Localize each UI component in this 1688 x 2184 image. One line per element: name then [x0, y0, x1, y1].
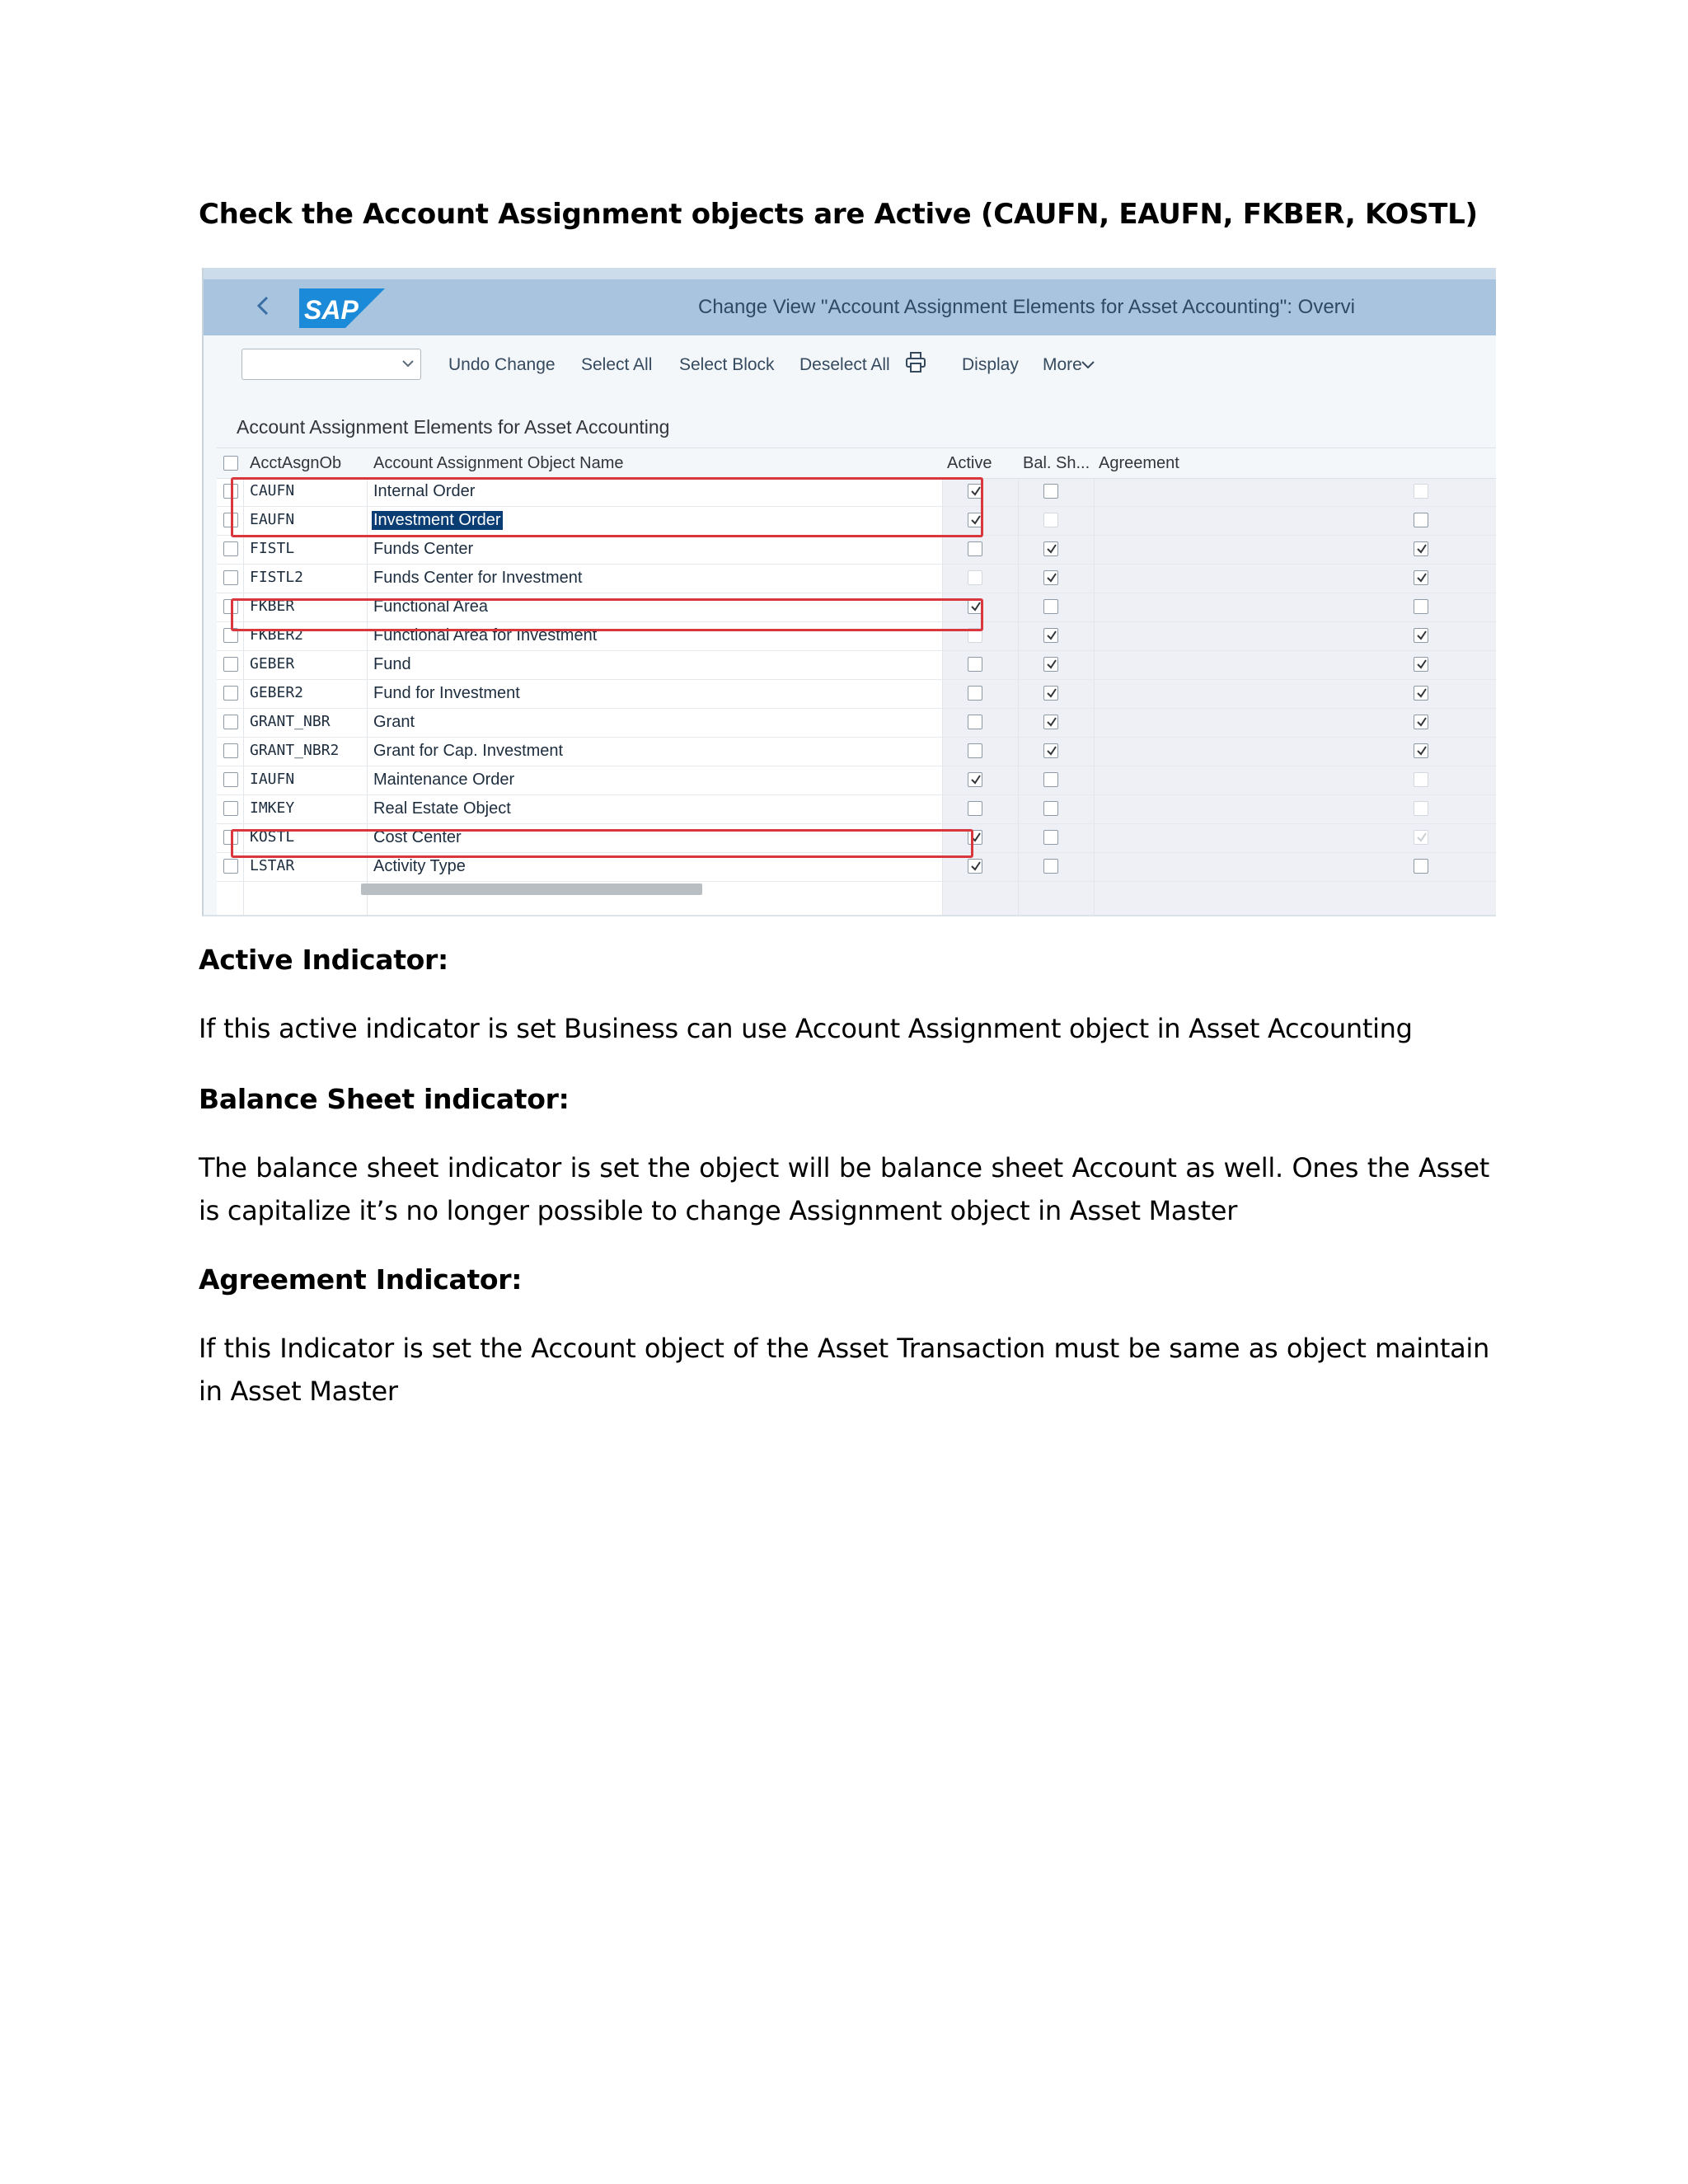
account-assignment-name[interactable]: Functional Area for Investment: [373, 626, 598, 644]
highlight-box-kostl: [231, 829, 973, 858]
balance-sheet-checkbox[interactable]: [1043, 513, 1058, 527]
account-assignment-name[interactable]: Functional Area: [373, 598, 488, 616]
checkmark-icon: [969, 773, 982, 786]
active-checkbox[interactable]: [968, 657, 982, 672]
application-toolbar: [204, 335, 1496, 398]
active-checkbox[interactable]: [968, 541, 982, 556]
account-assignment-code: GEBER: [250, 655, 295, 673]
row-select-checkbox[interactable]: [223, 686, 238, 701]
table-row[interactable]: [217, 679, 1496, 709]
balance-sheet-checkbox[interactable]: [1043, 743, 1058, 758]
account-assignment-code: KOSTL: [250, 828, 295, 846]
deselect-all-button[interactable]: Deselect All: [799, 355, 890, 374]
row-select-checkbox[interactable]: [223, 801, 238, 816]
sap-logo-icon: [299, 288, 385, 328]
account-assignment-name[interactable]: Cost Center: [373, 828, 462, 846]
agreement-checkbox[interactable]: [1414, 599, 1428, 614]
checkmark-icon: [969, 860, 982, 873]
agreement-checkbox[interactable]: [1414, 743, 1428, 758]
balance-sheet-checkbox[interactable]: [1043, 686, 1058, 701]
account-assignment-code: LSTAR: [250, 857, 295, 874]
more-button[interactable]: More: [1043, 355, 1082, 374]
row-select-checkbox[interactable]: [223, 772, 238, 787]
sap-logo-text: SAP: [304, 295, 359, 325]
document-heading: Check the Account Assignment objects are Active (CAUFN, EAUFN, FKBER, KOSTL): [199, 198, 1478, 231]
agreement-checkbox[interactable]: [1414, 830, 1428, 845]
account-assignment-name[interactable]: Fund for Investment: [373, 684, 520, 702]
checkmark-icon: [1045, 744, 1058, 757]
account-assignment-code: IMKEY: [250, 799, 295, 817]
table-row[interactable]: [217, 650, 1496, 680]
checkmark-icon: [1415, 744, 1428, 757]
highlight-box-caufn-eaufn: [231, 477, 983, 537]
table-row[interactable]: [217, 766, 1496, 795]
checkmark-icon: [1045, 658, 1058, 671]
checkmark-icon: [1415, 629, 1428, 642]
table-row[interactable]: [217, 708, 1496, 738]
column-header-code[interactable]: AcctAsgnOb: [250, 454, 342, 472]
agreement-checkbox[interactable]: [1414, 801, 1428, 816]
row-select-checkbox[interactable]: [223, 743, 238, 758]
select-all-button[interactable]: Select All: [581, 355, 653, 374]
account-assignment-code: IAUFN: [250, 771, 295, 788]
checkmark-icon: [1415, 715, 1428, 729]
account-assignment-name[interactable]: Funds Center for Investment: [373, 569, 583, 587]
balance-sheet-checkbox[interactable]: [1043, 541, 1058, 556]
chevron-down-icon: [1081, 360, 1095, 370]
account-assignment-code: FKBER: [250, 598, 295, 615]
row-select-checkbox[interactable]: [223, 570, 238, 585]
column-header-name[interactable]: Account Assignment Object Name: [373, 454, 624, 472]
checkmark-icon: [1415, 831, 1428, 844]
balance-sheet-checkbox[interactable]: [1043, 484, 1058, 499]
table-row[interactable]: [217, 737, 1496, 766]
agreement-checkbox[interactable]: [1414, 772, 1428, 787]
account-assignment-code: FISTL2: [250, 569, 304, 586]
account-assignment-name[interactable]: Investment Order: [373, 511, 501, 529]
agreement-indicator-text: If this Indicator is set the Account object of the Asset Transaction must be same as object maintain in Asset Master: [199, 1333, 1489, 1407]
back-arrow-icon[interactable]: [253, 291, 273, 321]
agreement-checkbox[interactable]: [1414, 686, 1428, 701]
checkmark-icon: [1045, 542, 1058, 555]
horizontal-scrollbar[interactable]: [361, 883, 702, 895]
window-title: Change View "Account Assignment Elements for Asset Accounting": Overvi: [698, 296, 1356, 318]
table-title: Account Assignment Elements for Asset Accounting: [237, 416, 670, 438]
account-assignment-code: GEBER2: [250, 684, 304, 701]
agreement-checkbox[interactable]: [1414, 513, 1428, 527]
sap-shell-header: [204, 279, 1496, 335]
agreement-checkbox[interactable]: [1414, 657, 1428, 672]
balance-sheet-indicator-title: Balance Sheet indicator:: [199, 1083, 570, 1115]
table-row[interactable]: [217, 535, 1496, 565]
checkmark-icon: [1045, 715, 1058, 729]
active-checkbox[interactable]: [968, 859, 982, 874]
variant-dropdown[interactable]: [241, 349, 421, 380]
account-assignment-name[interactable]: Grant: [373, 713, 415, 731]
chevron-down-icon: [401, 357, 415, 370]
account-assignment-name[interactable]: Maintenance Order: [373, 771, 515, 789]
balance-sheet-checkbox[interactable]: [1043, 715, 1058, 729]
checkmark-icon: [1415, 542, 1428, 555]
agreement-checkbox[interactable]: [1414, 484, 1428, 499]
active-checkbox[interactable]: [968, 715, 982, 729]
account-assignment-code: GRANT_NBR: [250, 713, 331, 730]
active-indicator-text: If this active indicator is set Business can use Account Assignment object in Asset Accounting: [199, 1013, 1413, 1044]
account-assignment-code: GRANT_NBR2: [250, 742, 340, 759]
row-select-checkbox[interactable]: [223, 541, 238, 556]
agreement-checkbox[interactable]: [1414, 541, 1428, 556]
checkmark-icon: [1045, 687, 1058, 700]
balance-sheet-checkbox[interactable]: [1043, 657, 1058, 672]
display-button[interactable]: Display: [962, 355, 1019, 374]
active-checkbox[interactable]: [968, 772, 982, 787]
row-select-checkbox[interactable]: [223, 859, 238, 874]
active-checkbox[interactable]: [968, 686, 982, 701]
column-header-balance-sheet[interactable]: Bal. Sh...: [1023, 454, 1090, 472]
printer-icon[interactable]: [905, 351, 926, 374]
active-checkbox[interactable]: [968, 801, 982, 816]
checkmark-icon: [1415, 658, 1428, 671]
highlight-box-fkber: [231, 598, 983, 631]
active-checkbox[interactable]: [968, 743, 982, 758]
account-assignment-name[interactable]: Grant for Cap. Investment: [373, 742, 564, 760]
column-header-agreement[interactable]: Agreement: [1099, 454, 1179, 472]
undo-change-button[interactable]: Undo Change: [448, 355, 556, 374]
account-assignment-code: CAUFN: [250, 482, 295, 499]
balance-sheet-checkbox[interactable]: [1043, 830, 1058, 845]
account-assignment-name[interactable]: Internal Order: [373, 482, 476, 500]
checkmark-icon: [1415, 687, 1428, 700]
agreement-checkbox[interactable]: [1414, 859, 1428, 874]
agreement-checkbox[interactable]: [1414, 628, 1428, 643]
row-select-checkbox[interactable]: [223, 657, 238, 672]
select-block-button[interactable]: Select Block: [679, 355, 775, 374]
sap-screenshot: [202, 268, 1496, 916]
column-header-active[interactable]: Active: [947, 454, 992, 472]
agreement-indicator-title: Agreement Indicator:: [199, 1263, 523, 1296]
account-assignment-name[interactable]: Funds Center: [373, 540, 474, 558]
balance-sheet-checkbox[interactable]: [1043, 570, 1058, 585]
agreement-checkbox[interactable]: [1414, 715, 1428, 729]
balance-sheet-indicator-text: The balance sheet indicator is set the object will be balance sheet Account as well. Ones the Asset is capitalize it’s no longer possible to change Assignment object in Asset Master: [199, 1152, 1489, 1226]
balance-sheet-checkbox[interactable]: [1043, 599, 1058, 614]
table-row[interactable]: [217, 564, 1496, 593]
balance-sheet-checkbox[interactable]: [1043, 772, 1058, 787]
checkmark-icon: [1415, 571, 1428, 584]
balance-sheet-checkbox[interactable]: [1043, 628, 1058, 643]
assignment-elements-table: [217, 448, 1496, 916]
account-assignment-name[interactable]: Real Estate Object: [373, 799, 511, 818]
account-assignment-name[interactable]: Fund: [373, 655, 411, 673]
balance-sheet-checkbox[interactable]: [1043, 859, 1058, 874]
active-checkbox[interactable]: [968, 570, 982, 585]
checkmark-icon: [1045, 571, 1058, 584]
checkmark-icon: [1045, 629, 1058, 642]
account-assignment-name[interactable]: Activity Type: [373, 857, 466, 875]
table-header-row: [217, 448, 1496, 479]
active-indicator-title: Active Indicator:: [199, 944, 448, 976]
account-assignment-code: FKBER2: [250, 626, 304, 644]
account-assignment-code: EAUFN: [250, 511, 295, 528]
select-all-rows-checkbox[interactable]: [223, 456, 238, 471]
balance-sheet-checkbox[interactable]: [1043, 801, 1058, 816]
window-top-band: [204, 268, 1496, 279]
agreement-checkbox[interactable]: [1414, 570, 1428, 585]
table-row[interactable]: [217, 794, 1496, 824]
account-assignment-code: FISTL: [250, 540, 295, 557]
row-select-checkbox[interactable]: [223, 715, 238, 729]
